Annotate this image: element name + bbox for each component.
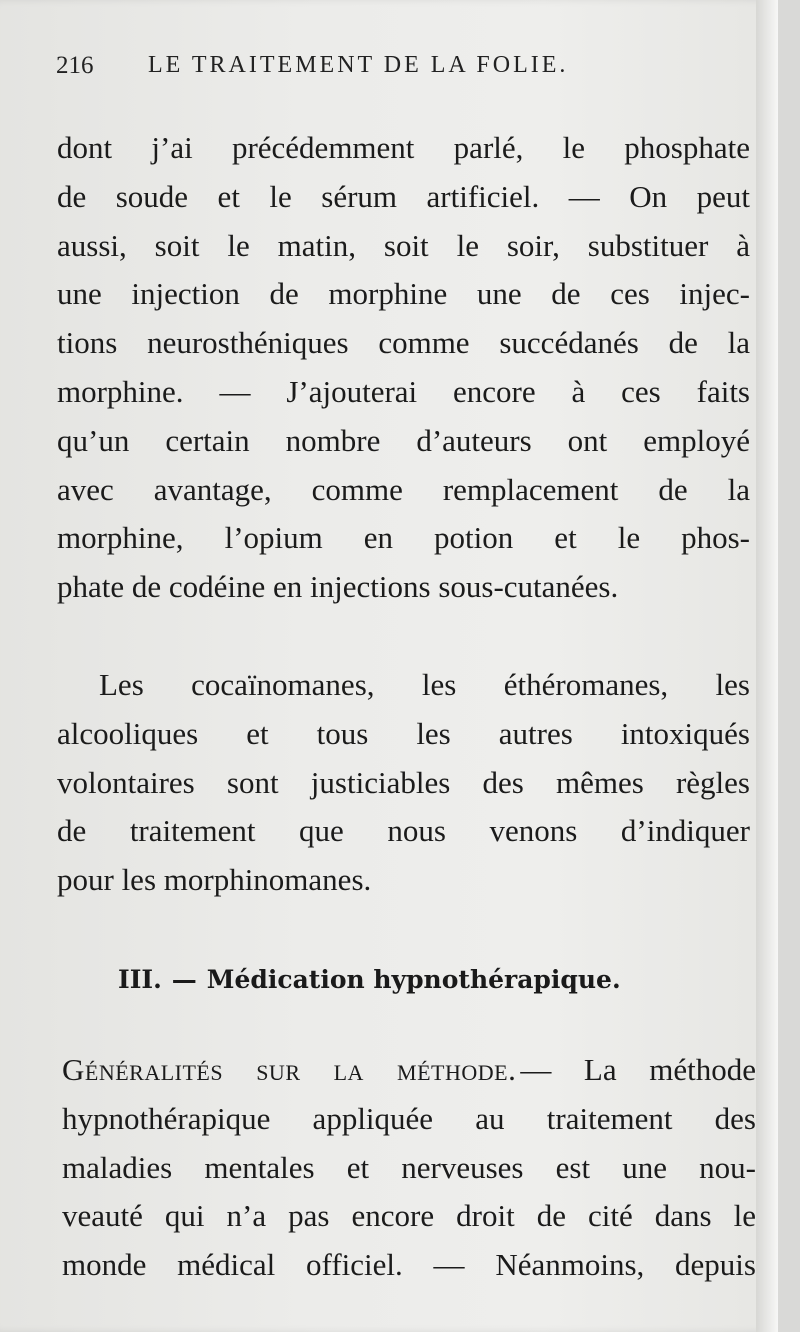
text-line: avec avantage, comme remplacement de la bbox=[57, 471, 750, 507]
section-heading bbox=[118, 965, 718, 1005]
text-line: pour les morphinomanes. bbox=[57, 862, 372, 898]
text-line: Les cocaïnomanes, les éthéromanes, les bbox=[99, 667, 750, 702]
text-line: morphine, l’opium en potion et le phos- bbox=[57, 520, 750, 556]
text-line: aussi, soit le matin, soit le soir, substituer à bbox=[57, 227, 750, 263]
section-lead-in: Généralités sur la méthode. bbox=[62, 1052, 517, 1087]
paragraph-2 bbox=[57, 661, 750, 905]
section-dash: — bbox=[171, 965, 197, 994]
text-line: volontaires sont justiciables des mêmes règles bbox=[57, 764, 750, 800]
paragraph-1 bbox=[57, 124, 750, 612]
section-number: III. bbox=[118, 965, 162, 994]
text-line: maladies mentales et nerveuses est une nou- bbox=[62, 1149, 756, 1185]
text-line: tions neurosthéniques comme succédanés de la bbox=[57, 325, 750, 361]
text-fragment: — La méthode bbox=[520, 1052, 756, 1087]
text-line: une injection de morphine une de ces injec- bbox=[57, 276, 750, 312]
text-line: dont j’ai précédemment parlé, le phosphate bbox=[57, 130, 750, 165]
text-line: phate de codéine en injections sous-cutanées. bbox=[57, 569, 619, 605]
text-line: hypnothérapique appliquée au traitement des bbox=[62, 1100, 756, 1136]
text-line: morphine. — J’ajouterai encore à ces faits bbox=[57, 373, 750, 409]
text-line bbox=[62, 1046, 756, 1095]
page-edge-shadow bbox=[756, 0, 778, 1332]
section-title: Médication hypnothérapique. bbox=[206, 965, 621, 994]
text-line: qu’un certain nombre d’auteurs ont employé bbox=[57, 422, 750, 458]
running-head bbox=[56, 52, 736, 92]
text-line: veauté qui n’a pas encore droit de cité dans le bbox=[62, 1198, 756, 1234]
text-line: de traitement que nous venons d’indiquer bbox=[57, 813, 750, 849]
text-line: monde médical officiel. — Néanmoins, depuis bbox=[62, 1247, 756, 1283]
section-paragraph bbox=[62, 1046, 756, 1290]
text-line: alcooliques et tous les autres intoxiqués bbox=[57, 715, 750, 751]
running-head-title: LE TRAITEMENT DE LA FOLIE. bbox=[148, 52, 569, 78]
page-number: 216 bbox=[56, 52, 94, 79]
text-line: de soude et le sérum artificiel. — On peut bbox=[57, 178, 750, 214]
